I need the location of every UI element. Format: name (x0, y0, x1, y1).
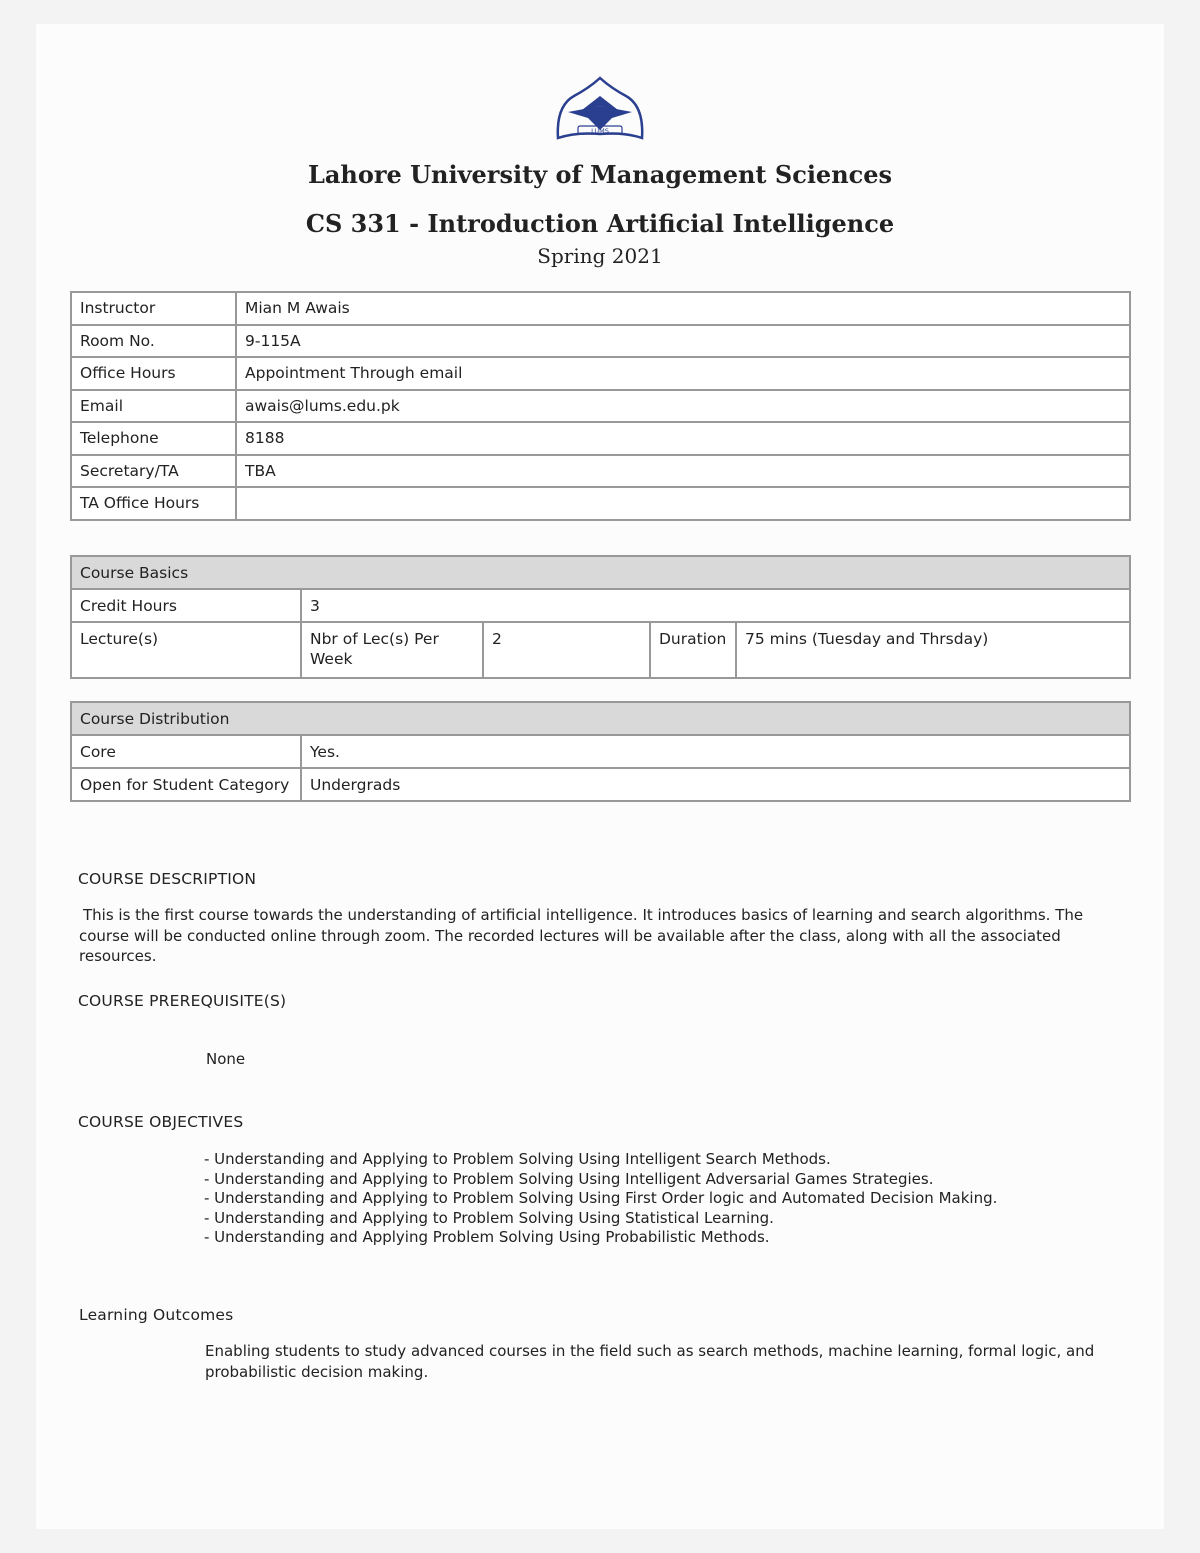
table-row (71, 589, 1130, 622)
instructor-info-table (70, 291, 1131, 521)
row-label: Office Hours (71, 357, 236, 390)
lectures-label: Lecture(s) (71, 622, 301, 678)
room-value: 9-115A (236, 325, 1130, 358)
prerequisites-heading: COURSE PREREQUISITE(S) (78, 992, 287, 1010)
course-distribution-table (70, 701, 1131, 802)
ta-office-hours-value (236, 487, 1130, 520)
objectives-list (204, 1150, 997, 1248)
core-value: Yes. (301, 735, 1130, 768)
row-label: Secretary/TA (71, 455, 236, 488)
learning-outcomes-heading: Learning Outcomes (79, 1306, 234, 1324)
instructor-value: Mian M Awais (236, 292, 1130, 325)
prerequisites-text: None (206, 1050, 246, 1068)
table-row (71, 325, 1130, 358)
course-title: CS 331 - Introduction Artificial Intelligence (305, 209, 895, 238)
credit-hours-value: 3 (301, 589, 1130, 622)
table-header-row (71, 556, 1130, 589)
table-row (71, 390, 1130, 423)
table-row (71, 622, 1130, 678)
lums-logo (554, 76, 646, 148)
row-label: Room No. (71, 325, 236, 358)
table-row (71, 768, 1130, 801)
table-row (71, 292, 1130, 325)
term: Spring 2021 (537, 244, 663, 268)
row-label: TA Office Hours (71, 487, 236, 520)
telephone-value: 8188 (236, 422, 1130, 455)
university-name: Lahore University of Management Sciences (307, 160, 893, 189)
list-item: - Understanding and Applying to Problem Solving Using First Order logic and Automated Decision Making. (204, 1189, 998, 1207)
list-item: - Understanding and Applying to Problem Solving Using Statistical Learning. (204, 1208, 774, 1227)
table-row (71, 455, 1130, 488)
row-label: Instructor (71, 292, 236, 325)
table-row (71, 735, 1130, 768)
table-row (71, 422, 1130, 455)
objectives-heading: COURSE OBJECTIVES (78, 1113, 244, 1131)
core-label: Core (71, 735, 301, 768)
course-basics-table (70, 555, 1131, 679)
table-header-row (71, 702, 1130, 735)
course-description-heading: COURSE DESCRIPTION (78, 870, 257, 888)
table-row (71, 357, 1130, 390)
duration-value: 75 mins (Tuesday and Thrsday) (736, 622, 1130, 678)
office-hours-value: Appointment Through email (236, 357, 1130, 390)
duration-label: Duration (650, 622, 736, 678)
course-distribution-heading: Course Distribution (71, 702, 1130, 735)
open-category-label: Open for Student Category (71, 768, 301, 801)
list-item: - Understanding and Applying to Problem Solving Using Intelligent Adversarial Games Strategies. (204, 1169, 934, 1188)
row-label: Email (71, 390, 236, 423)
course-description-text: This is the first course towards the understanding of artificial intelligence. It introduces basics of learning and search algorithms. The course will be conducted online through zoom. The recorded lectures will be available after the class, along with all the associated resources. (79, 906, 1084, 965)
email-value: awais@lums.edu.pk (236, 390, 1130, 423)
credit-hours-label: Credit Hours (71, 589, 301, 622)
list-item: - Understanding and Applying Problem Solving Using Probabilistic Methods. (204, 1228, 770, 1246)
per-week-value: 2 (483, 622, 650, 678)
per-week-label: Nbr of Lec(s) Per Week (301, 622, 483, 678)
svg-text:LUMS: LUMS (591, 127, 609, 135)
list-item: - Understanding and Applying to Problem Solving Using Intelligent Search Methods. (204, 1150, 831, 1168)
secretary-value: TBA (236, 455, 1130, 488)
open-category-value: Undergrads (301, 768, 1130, 801)
table-row (71, 487, 1130, 520)
row-label: Telephone (71, 422, 236, 455)
course-basics-heading: Course Basics (71, 556, 1130, 589)
learning-outcomes-text: Enabling students to study advanced courses in the field such as search methods, machine learning, formal logic, and probabilistic decision making. (205, 1342, 1095, 1381)
